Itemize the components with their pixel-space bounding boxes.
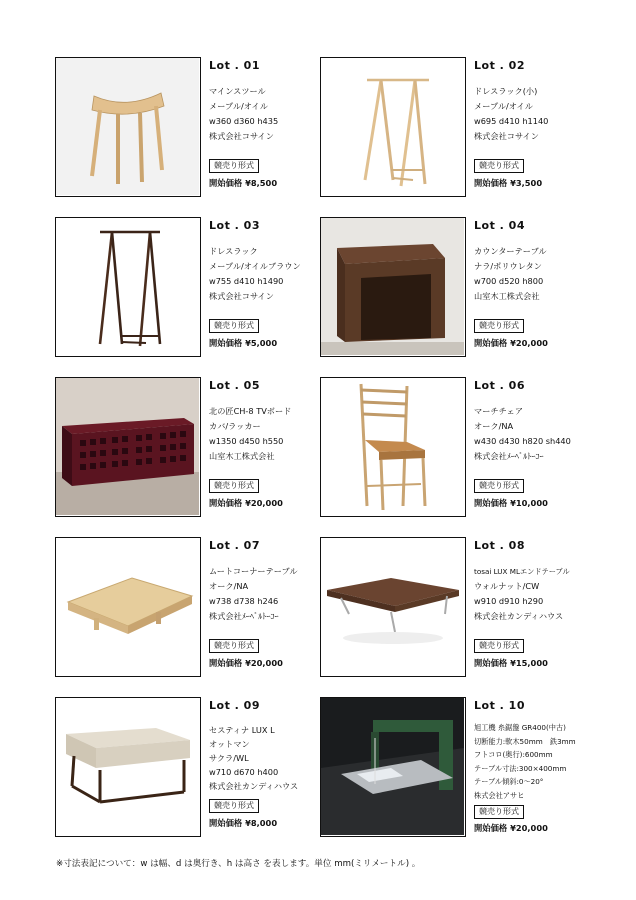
lot-info xyxy=(209,377,324,517)
lot-card xyxy=(55,697,320,837)
item-name: セスティナ LUX L xyxy=(209,725,275,735)
lot-info xyxy=(209,537,324,677)
lot-card xyxy=(320,377,585,517)
item-maker: 株式会社カンディハウス xyxy=(474,611,564,621)
lot-info xyxy=(474,377,589,517)
dimension-footnote: ※寸法表記について：w は幅、d は奥行き、h は高さ を表します。単位 mm(ミリメートル) 。 xyxy=(56,859,421,869)
lot-info xyxy=(474,697,589,837)
item-type: オットマン xyxy=(209,739,250,749)
end-table-image xyxy=(321,538,464,675)
item-dimensions: w710 d670 h400 xyxy=(209,767,279,777)
product-photo xyxy=(320,537,466,677)
auction-method-badge: 競売り形式 xyxy=(474,805,524,819)
item-maker: 株式会社カンディハウス xyxy=(209,781,299,791)
item-maker: 株式会社ﾒｰﾍﾞﾙﾄｰｺｰ xyxy=(474,451,544,461)
lot-info xyxy=(474,217,589,357)
counter-table-image xyxy=(321,218,464,355)
auction-method-badge: 競売り形式 xyxy=(209,799,259,813)
lot-card xyxy=(320,57,585,197)
product-photo xyxy=(55,537,201,677)
product-photo xyxy=(320,377,466,517)
auction-method-badge: 競売り形式 xyxy=(209,479,259,493)
starting-price: 開始価格 ¥20,000 xyxy=(474,338,548,348)
product-photo xyxy=(320,217,466,357)
lot-number: Lot . 01 xyxy=(209,59,260,72)
item-spec-table-size: テーブル寸法:300×400mm xyxy=(474,763,567,773)
item-spec-cutting: 切断能力:軟木50mm 鉄3mm xyxy=(474,736,576,746)
item-maker: 山室木工株式会社 xyxy=(209,451,275,461)
item-material: ナラ/ポリウレタン xyxy=(474,261,542,271)
ottoman-image xyxy=(56,698,199,835)
tv-board-image xyxy=(56,378,199,515)
item-dimensions: w1350 d450 h550 xyxy=(209,436,284,446)
scroll-saw-image xyxy=(321,698,464,835)
product-photo xyxy=(55,377,201,517)
item-name: tosai LUX MLエンドテーブル xyxy=(474,567,570,576)
item-spec-table-tilt: テーブル傾斜:0～20° xyxy=(474,777,544,786)
dress-rack-image xyxy=(321,58,464,195)
item-material: オーク/NA xyxy=(209,581,249,591)
item-name: ムートコーナーテーブル xyxy=(209,566,298,576)
lot-card xyxy=(320,217,585,357)
product-photo xyxy=(55,697,201,837)
lot-card xyxy=(320,537,585,677)
item-dimensions: w755 d410 h1490 xyxy=(209,276,284,286)
auction-method-badge: 競売り形式 xyxy=(209,639,259,653)
lot-number: Lot . 10 xyxy=(474,699,525,712)
item-material: メープル/オイル xyxy=(474,101,533,111)
item-dimensions: w700 d520 h800 xyxy=(474,276,544,286)
auction-method-badge: 競売り形式 xyxy=(474,319,524,333)
item-maker: 株式会社コサイン xyxy=(474,131,539,141)
item-name: ドレスラック(小) xyxy=(474,86,538,96)
starting-price: 開始価格 ¥20,000 xyxy=(209,498,283,508)
item-spec-throat: フトコロ(奥行):600mm xyxy=(474,750,553,759)
starting-price: 開始価格 ¥8,000 xyxy=(209,818,278,828)
item-name: マインスツール xyxy=(209,86,266,96)
item-maker: 株式会社ﾒｰﾍﾞﾙﾄｰｺｰ xyxy=(209,611,279,621)
lot-number: Lot . 04 xyxy=(474,219,525,232)
lot-number: Lot . 08 xyxy=(474,539,525,552)
starting-price: 開始価格 ¥20,000 xyxy=(474,823,548,833)
chair-image xyxy=(321,378,464,515)
product-photo xyxy=(320,57,466,197)
dress-rack-image xyxy=(56,218,199,355)
item-material: カバ/ラッカー xyxy=(209,421,261,431)
item-dimensions: w360 d360 h435 xyxy=(209,116,279,126)
starting-price: 開始価格 ¥5,000 xyxy=(209,338,278,348)
lot-card xyxy=(55,377,320,517)
item-material: オーク/NA xyxy=(474,421,514,431)
starting-price: 開始価格 ¥3,500 xyxy=(474,178,543,188)
lot-info xyxy=(209,697,324,837)
lot-info xyxy=(209,217,324,357)
lot-number: Lot . 07 xyxy=(209,539,260,552)
item-dimensions: w910 d910 h290 xyxy=(474,596,544,606)
corner-table-image xyxy=(56,538,199,675)
lot-number: Lot . 05 xyxy=(209,379,260,392)
item-material: サクラ/WL xyxy=(209,753,249,763)
starting-price: 開始価格 ¥8,500 xyxy=(209,178,278,188)
starting-price: 開始価格 ¥10,000 xyxy=(474,498,548,508)
lot-info xyxy=(474,57,589,197)
lot-number: Lot . 03 xyxy=(209,219,260,232)
item-material: メープル/オイルブラウン xyxy=(209,261,301,271)
item-dimensions: w695 d410 h1140 xyxy=(474,116,549,126)
item-material: メープル/オイル xyxy=(209,101,268,111)
lot-card xyxy=(320,697,585,837)
stool-image xyxy=(56,58,199,195)
lot-number: Lot . 02 xyxy=(474,59,525,72)
item-dimensions: w738 d738 h246 xyxy=(209,596,279,606)
item-dimensions: w430 d430 h820 sh440 xyxy=(474,436,571,446)
starting-price: 開始価格 ¥20,000 xyxy=(209,658,283,668)
product-photo xyxy=(320,697,466,837)
lot-number: Lot . 09 xyxy=(209,699,260,712)
item-name: 旭工機 糸鋸盤 GR400(中古) xyxy=(474,723,566,732)
item-maker: 株式会社コサイン xyxy=(209,291,274,301)
item-material: ウォルナット/CW xyxy=(474,581,540,591)
lot-info xyxy=(209,57,324,197)
starting-price: 開始価格 ¥15,000 xyxy=(474,658,548,668)
auction-method-badge: 競売り形式 xyxy=(209,319,259,333)
lot-number: Lot . 06 xyxy=(474,379,525,392)
item-name: マーチチェア xyxy=(474,406,523,416)
auction-method-badge: 競売り形式 xyxy=(474,159,524,173)
item-maker: 株式会社アサヒ xyxy=(474,790,525,800)
lot-card xyxy=(55,217,320,357)
product-photo xyxy=(55,57,201,197)
lot-info xyxy=(474,537,589,677)
lot-card xyxy=(55,537,320,677)
item-name: 北の匠CH-8 TVボード xyxy=(209,406,292,416)
item-maker: 山室木工株式会社 xyxy=(474,291,540,301)
item-name: カウンターテーブル xyxy=(474,246,547,256)
auction-method-badge: 競売り形式 xyxy=(474,639,524,653)
item-maker: 株式会社コサイン xyxy=(209,131,274,141)
product-photo xyxy=(55,217,201,357)
lot-card xyxy=(55,57,320,197)
auction-method-badge: 競売り形式 xyxy=(209,159,259,173)
item-name: ドレスラック xyxy=(209,246,258,256)
auction-method-badge: 競売り形式 xyxy=(474,479,524,493)
